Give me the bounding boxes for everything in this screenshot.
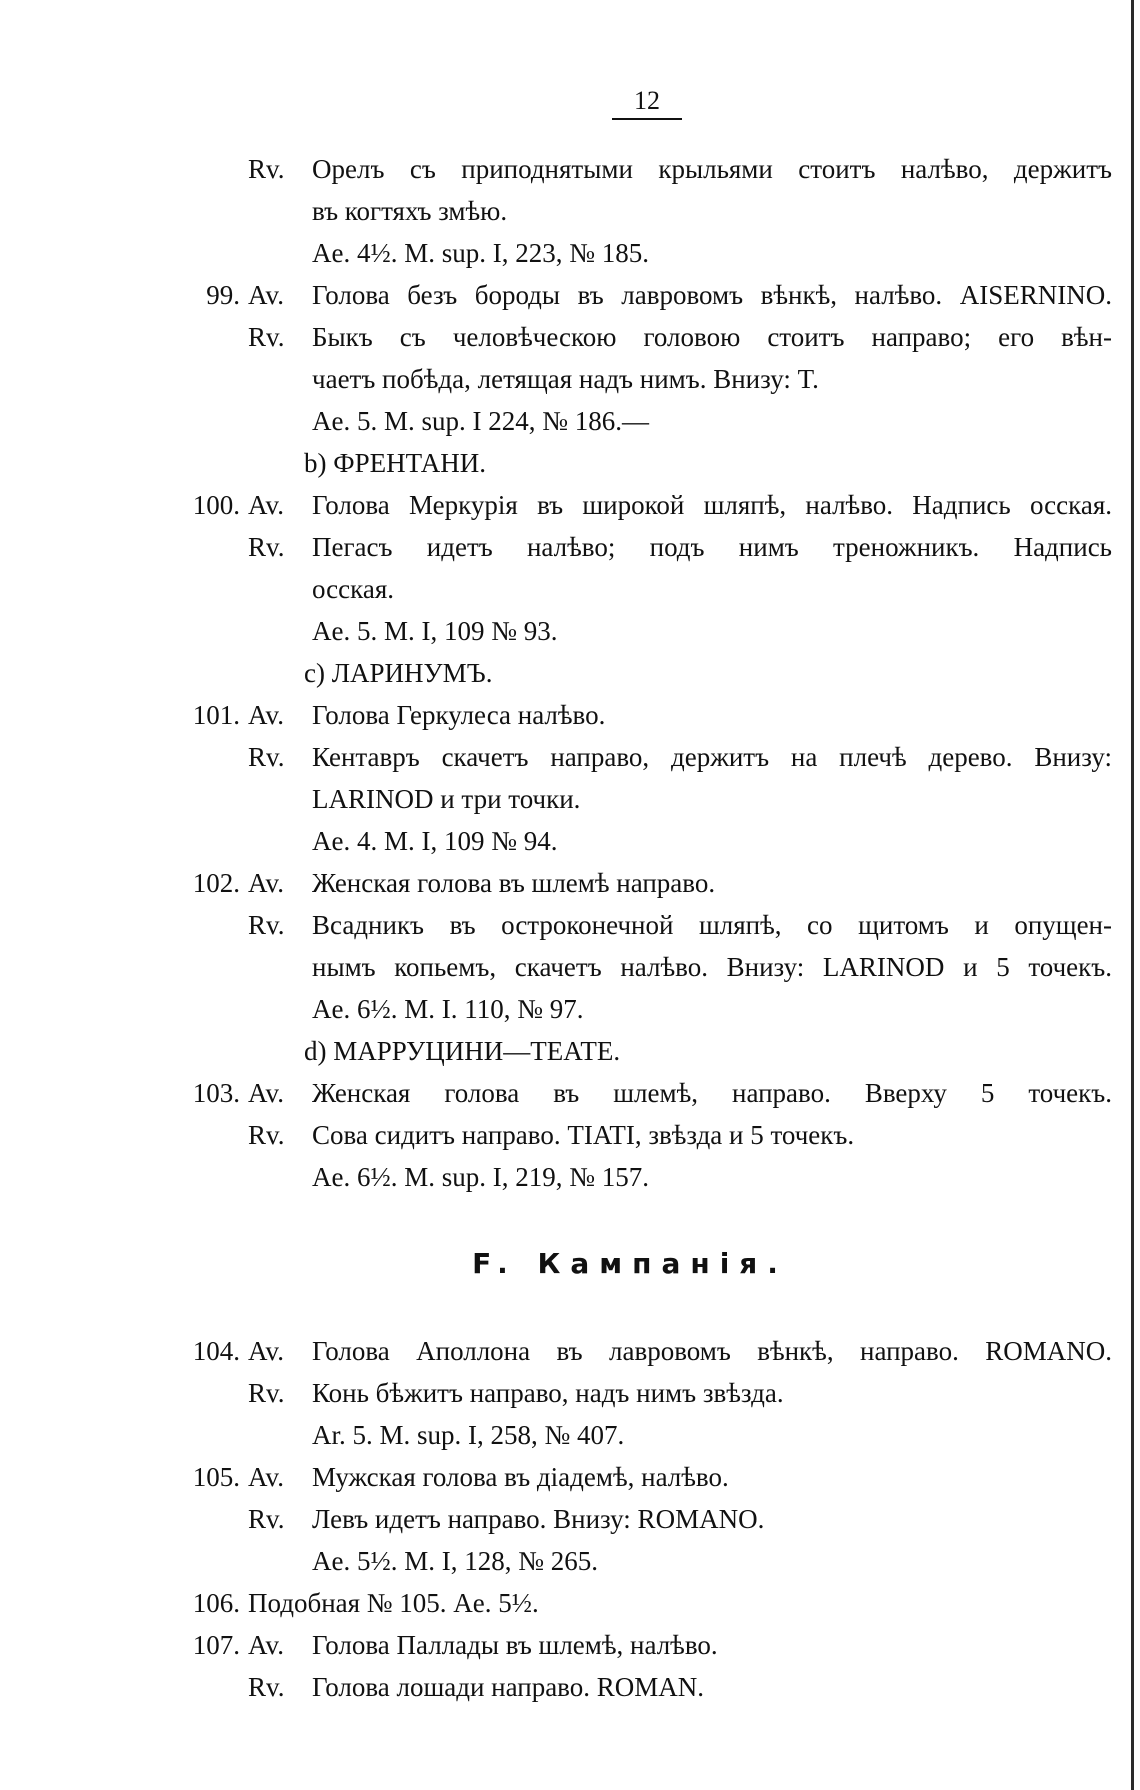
entry-line — [0, 820, 1140, 862]
entry-line — [0, 694, 1140, 736]
line-text: Пегасъ идетъ налѣво; подъ нимъ треножникъ. Надпись — [312, 532, 1112, 562]
side-label: Rv. — [248, 1120, 285, 1150]
subsection-title — [0, 652, 1140, 694]
line-text: Женская голова въ шлемѣ, направо. Вверху 5 точекъ. — [312, 1078, 1112, 1108]
entry-line — [0, 904, 1140, 946]
reference-text: Ar. 5. M. sup. I, 258, № 407. — [312, 1420, 625, 1450]
side-label: Av. — [248, 1078, 284, 1108]
line-text: LARINOD и три точки. — [312, 784, 581, 814]
line-text: Сова сидитъ направо. TIATI, звѣзда и 5 точекъ. — [312, 1120, 855, 1150]
side-label: Rv. — [248, 910, 285, 940]
side-label: Rv. — [248, 1378, 285, 1408]
line-text: Голова Паллады въ шлемѣ, налѣво. — [312, 1630, 718, 1660]
entry-number: 102. — [192, 868, 240, 898]
entry-number: 107. — [192, 1630, 240, 1660]
side-label: Av. — [248, 1630, 284, 1660]
entry-line — [0, 1414, 1140, 1456]
reference-text: Ae. 5. M. sup. I 224, № 186.— — [312, 406, 649, 436]
side-label: Rv. — [248, 1504, 285, 1534]
line-text: Быкъ съ человѣческою головою стоитъ направо; его вѣн- — [312, 322, 1112, 352]
line-text: Кентавръ скачетъ направо, держитъ на плечѣ дерево. Внизу: — [312, 742, 1112, 772]
entry-line — [0, 316, 1140, 358]
page-number: 12 — [634, 86, 660, 115]
entry-line — [0, 610, 1140, 652]
entry-line — [0, 1624, 1140, 1666]
entry-line — [0, 232, 1140, 274]
page-content — [0, 148, 1140, 1708]
section-heading — [0, 1232, 1140, 1296]
entry-line — [0, 568, 1140, 610]
side-label: Rv. — [248, 322, 285, 352]
side-label: Av. — [248, 1336, 284, 1366]
line-text: Орелъ съ приподнятыми крыльями стоитъ налѣво, держитъ — [312, 154, 1112, 184]
entry-line — [0, 358, 1140, 400]
entry-line — [0, 1582, 1140, 1624]
page-number-rule — [612, 118, 682, 120]
subsection-label: c) ЛАРИНУМЪ. — [304, 658, 493, 688]
spacer — [0, 1198, 1140, 1232]
line-text: Голова лошади направо. ROMAN. — [312, 1672, 705, 1702]
entry-line — [0, 526, 1140, 568]
side-label: Av. — [248, 490, 284, 520]
side-label: Rv. — [248, 1672, 285, 1702]
entry-line — [0, 1072, 1140, 1114]
entry-number: 101. — [192, 700, 240, 730]
reference-text: Ae. 6½. M. I. 110, № 97. — [312, 994, 584, 1024]
entry-line — [0, 1456, 1140, 1498]
entry-line — [0, 1540, 1140, 1582]
entry-line — [0, 736, 1140, 778]
line-text: чаетъ побѣда, летящая надъ нимъ. Внизу: T. — [312, 364, 819, 394]
line-text: нымъ копьемъ, скачетъ налѣво. Внизу: LARINOD и 5 точекъ. — [312, 952, 1112, 982]
side-label: Av. — [248, 1462, 284, 1492]
entry-number: 105. — [192, 1462, 240, 1492]
entry-line — [0, 988, 1140, 1030]
line-text: Голова Аполлона въ лавровомъ вѣнкѣ, направо. ROMANO. — [312, 1336, 1112, 1366]
line-text: Женская голова въ шлемѣ направо. — [312, 868, 716, 898]
entry-line — [0, 946, 1140, 988]
line-text: осская. — [312, 574, 395, 604]
entry-line — [0, 778, 1140, 820]
entry-line — [0, 1666, 1140, 1708]
entry-number: 100. — [192, 490, 240, 520]
line-text: Подобная № 105. Ae. 5½. — [248, 1588, 539, 1618]
reference-text: Ae. 4½. M. sup. I, 223, № 185. — [312, 238, 649, 268]
side-label: Av. — [248, 700, 284, 730]
entry-line — [0, 1114, 1140, 1156]
line-text: Голова безъ бороды въ лавровомъ вѣнкѣ, налѣво. AISERNINO. — [312, 280, 1112, 310]
line-text: Мужская голова въ діадемѣ, налѣво. — [312, 1462, 729, 1492]
entry-number: 104. — [192, 1336, 240, 1366]
entry-line — [0, 400, 1140, 442]
entry-line — [0, 1156, 1140, 1198]
entry-number: 106. — [192, 1588, 240, 1618]
side-label: Rv. — [248, 742, 285, 772]
entry-line — [0, 1330, 1140, 1372]
entry-line — [0, 148, 1140, 190]
line-text: въ когтяхъ змѣю. — [312, 196, 508, 226]
side-label: Rv. — [248, 154, 285, 184]
entry-line — [0, 1372, 1140, 1414]
entry-line — [0, 190, 1140, 232]
subsection-label: d) МАРРУЦИНИ—ТЕАТЕ. — [304, 1036, 621, 1066]
entry-line — [0, 274, 1140, 316]
side-label: Av. — [248, 868, 284, 898]
reference-text: Ae. 5. M. I, 109 № 93. — [312, 616, 558, 646]
line-text: Всадникъ въ остроконечной шляпѣ, со щитомъ и опущен- — [312, 910, 1112, 940]
subsection-title — [0, 1030, 1140, 1072]
line-text: Голова Геркулеса налѣво. — [312, 700, 606, 730]
entry-number: 103. — [192, 1078, 240, 1108]
line-text: Конь бѣжитъ направо, надъ нимъ звѣзда. — [312, 1378, 784, 1408]
entry-line — [0, 1498, 1140, 1540]
reference-text: Ae. 5½. M. I, 128, № 265. — [312, 1546, 598, 1576]
subsection-title — [0, 442, 1140, 484]
side-label: Av. — [248, 280, 284, 310]
spacer — [0, 1296, 1140, 1330]
reference-text: Ae. 4. M. I, 109 № 94. — [312, 826, 558, 856]
side-label: Rv. — [248, 532, 285, 562]
subsection-label: b) ФРЕНТАНИ. — [304, 448, 486, 478]
line-text: Голова Меркурія въ широкой шляпѣ, налѣво. Надпись осская. — [312, 490, 1112, 520]
entry-number: 99. — [206, 280, 240, 310]
entry-line — [0, 862, 1140, 904]
entry-line — [0, 484, 1140, 526]
section-heading-text: F. Кампанія. — [472, 1247, 788, 1280]
reference-text: Ae. 6½. M. sup. I, 219, № 157. — [312, 1162, 649, 1192]
line-text: Левъ идетъ направо. Внизу: ROMANO. — [312, 1504, 765, 1534]
